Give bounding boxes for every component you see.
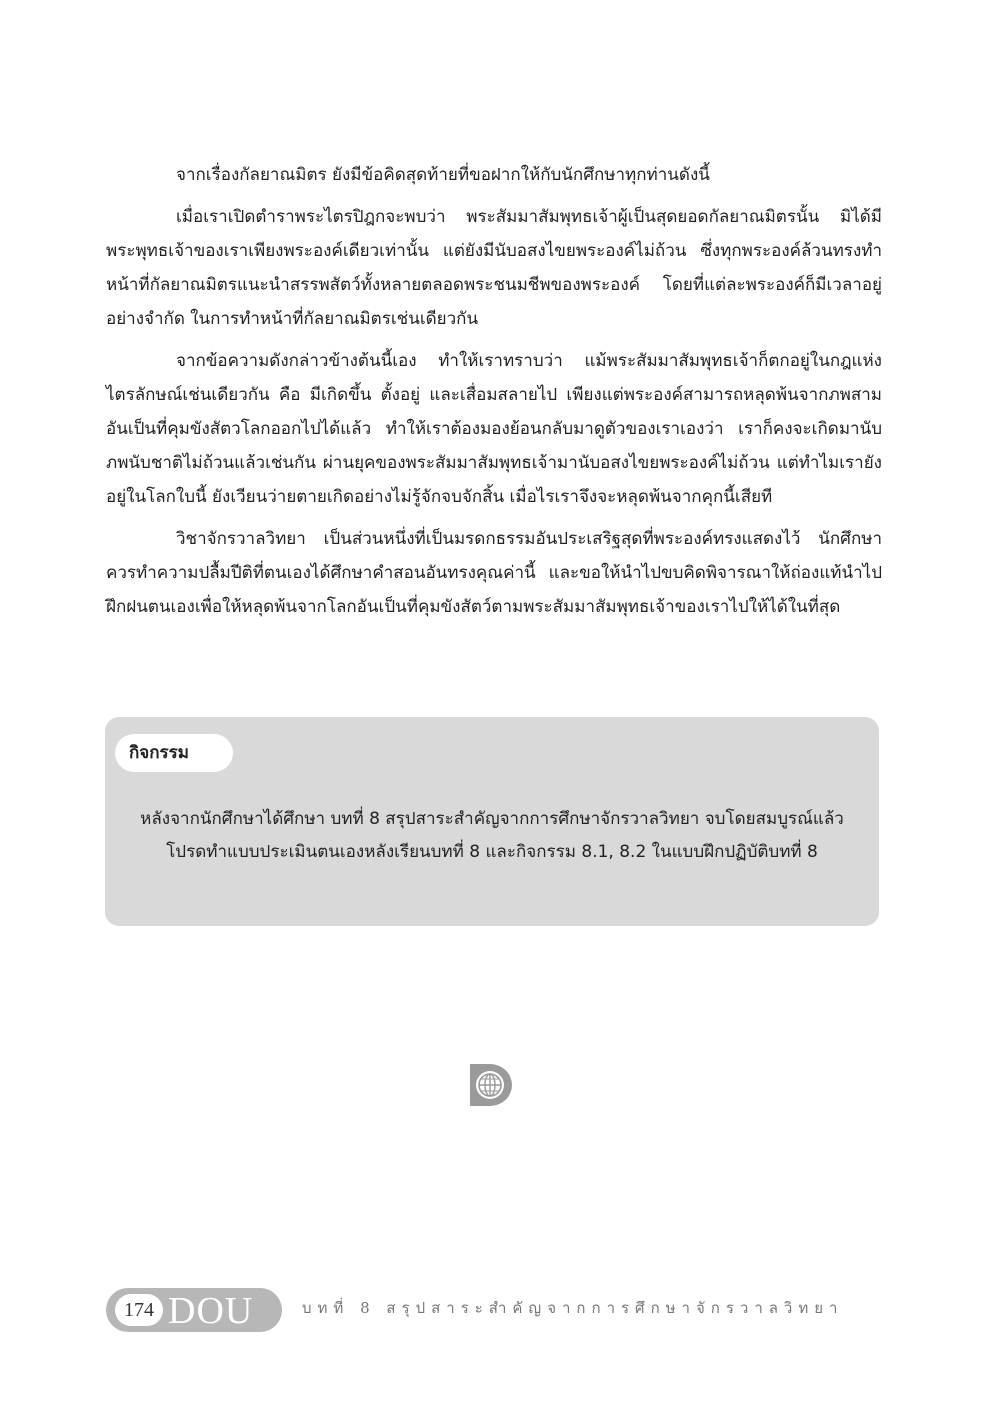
page-number: 174 <box>115 1294 163 1326</box>
dou-globe-logo-icon <box>468 1062 516 1108</box>
paragraph: จากข้อความดังกล่าวข้างต้นนี้เอง ทำให้เราทราบว่า แม้พระสัมมาสัมพุทธเจ้าก็ตกอยู่ในกฎแห่งไตรลักษณ์เช่นเดียวกัน คือ มีเกิดขึ้น ตั้งอยู่ และเสื่อมสลายไป เพียงแต่พระองค์สามารถหลุดพ้นจากภพสามอันเป็นที่คุมขังสัตวโลกออกไปได้แล้ว ทำให้เราต้องมองย้อนกลับมาดูตัวของเราเองว่า เราก็คงจะเกิดมานับภพนับชาติไม่ถ้วนแล้วเช่นกัน ผ่านยุคของพระสัมมาสัมพุทธเจ้ามานับอสงไขยพระองค์ไม่ถ้วน แต่ทำไมเรายังอยู่ในโลกใบนี้ ยังเวียนว่ายตายเกิดอย่างไม่รู้จักจบจักสิ้น เมื่อไรเราจึงจะหลุดพ้นจากคุกนี้เสียที <box>106 351 882 507</box>
brand-name: DOU <box>168 1290 254 1332</box>
activity-text <box>105 803 879 869</box>
activity-label: กิจกรรม <box>115 734 233 772</box>
chapter-title: บทที่ 8 สรุปสาระสำคัญจากการศึกษาจักรวาลวิทยา <box>302 1299 844 1317</box>
page-footer <box>106 1288 886 1332</box>
body-text <box>106 158 882 632</box>
paragraph: จากเรื่องกัลยาณมิตร ยังมีข้อคิดสุดท้ายที่ขอฝากให้กับนักศึกษาทุกท่านดังนี้ <box>176 165 710 185</box>
footer-badge <box>106 1288 282 1332</box>
activity-box <box>105 717 879 926</box>
activity-line: โปรดทำแบบประเมินตนเองหลังเรียนบทที่ 8 และกิจกรรม 8.1, 8.2 ในแบบฝึกปฏิบัติบทที่ 8 <box>166 842 818 862</box>
activity-line: หลังจากนักศึกษาได้ศึกษา บทที่ 8 สรุปสาระสำคัญจากการศึกษาจักรวาลวิทยา จบโดยสมบูรณ์แล้ว <box>140 809 844 829</box>
paragraph: วิชาจักรวาลวิทยา เป็นส่วนหนึ่งที่เป็นมรดกธรรมอันประเสริฐสุดที่พระองค์ทรงแสดงไว้ นักศึกษาควรทำความปลื้มปีติที่ตนเองได้ศึกษาคำสอนอันทรงคุณค่านี้ และขอให้นำไปขบคิดพิจารณาให้ถ่องแท้นำไปฝึกฝนตนเองเพื่อให้หลุดพ้นจากโลกอันเป็นที่คุมขังสัตว์ตามพระสัมมาสัมพุทธเจ้าของเราไปให้ได้ในที่สุด <box>106 529 882 617</box>
paragraph: เมื่อเราเปิดตำราพระไตรปิฎกจะพบว่า พระสัมมาสัมพุทธเจ้าผู้เป็นสุดยอดกัลยาณมิตรนั้น มิได้มีพระพุทธเจ้าของเราเพียงพระองค์เดียวเท่านั้น แต่ยังมีนับอสงไขยพระองค์ไม่ถ้วน ซึ่งทุกพระองค์ล้วนทรงทำหน้าที่กัลยาณมิตรแนะนำสรรพสัตว์ทั้งหลายตลอดพระชนมชีพของพระองค์ โดยที่แต่ละพระองค์ก็มีเวลาอยู่อย่างจำกัด ในการทำหน้าที่กัลยาณมิตรเช่นเดียวกัน <box>106 207 882 329</box>
